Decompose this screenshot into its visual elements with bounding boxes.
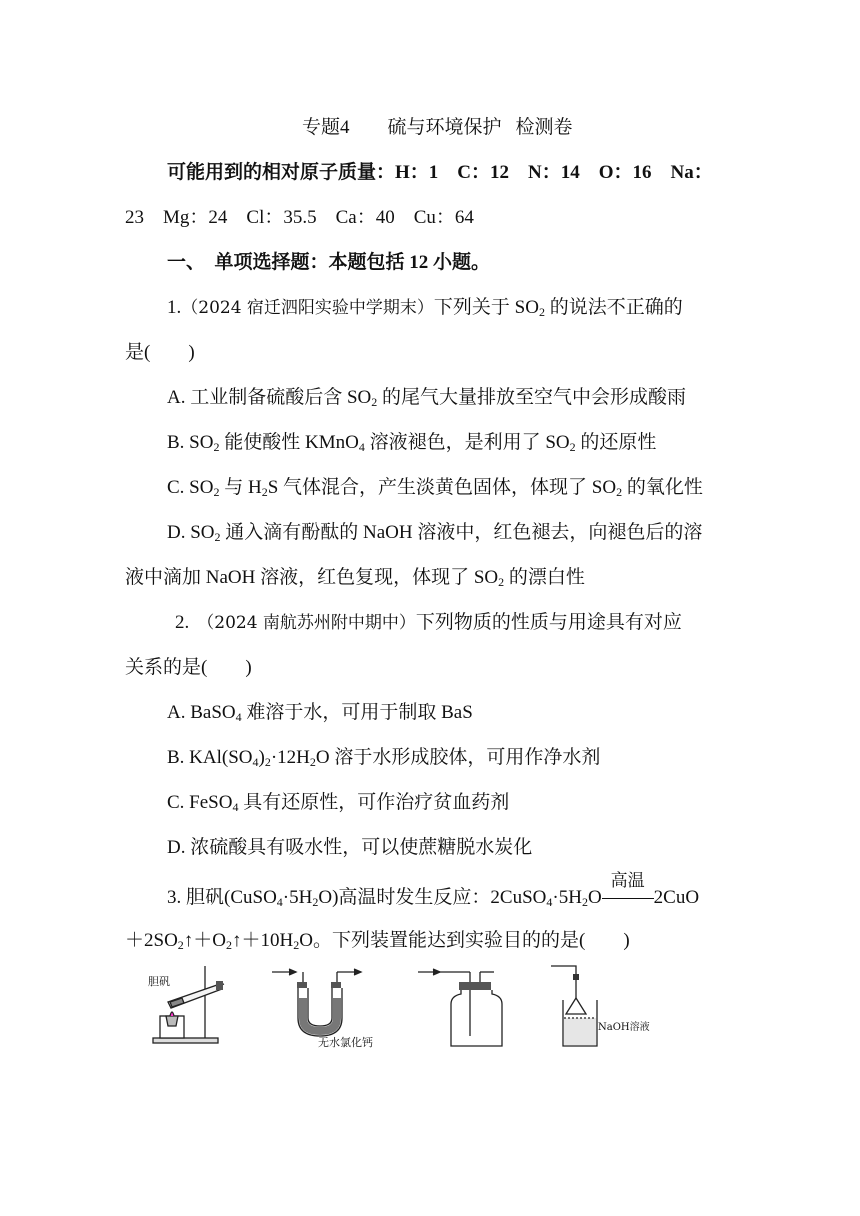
option-text: A. BaSO (167, 702, 236, 723)
section-heading: 一、 单项选择题：本题包括 12 小题。 (167, 252, 491, 273)
stem-text: 2CuO (653, 887, 700, 908)
stem-text: ·5H (552, 887, 582, 908)
question-1-option-c[interactable] (167, 476, 703, 500)
subscript: 2 (214, 530, 221, 544)
option-text: D. SO (167, 522, 215, 543)
question-2-option-a[interactable] (167, 701, 473, 725)
subscript: 4 (358, 440, 365, 454)
option-text: 的氧化性 (622, 477, 703, 498)
option-text: ·12H (270, 747, 310, 768)
stem-text: 下列物质的性质与用途具有对应 (415, 612, 682, 633)
option-text: C. FeSO (167, 792, 233, 813)
subscript: 4 (252, 755, 259, 769)
stem-text: ↑＋10H (232, 930, 294, 951)
subscript: 2 (569, 440, 576, 454)
atomic-mass-line-1: 可能用到的相对原子质量：H：1 C：12 N：14 O：16 Na： (167, 162, 713, 183)
stem-text: O。下列装置能达到实验目的的是( ) (299, 930, 630, 951)
reaction-condition (602, 871, 654, 910)
option-text: 难溶于水，可用于制取 BaS (241, 702, 473, 723)
apparatus-figure (0, 958, 860, 1058)
stem-text: 下列关于 SO (433, 297, 539, 318)
question-1-stem-cont: 是( ) (125, 342, 195, 363)
stem-text: 3. 胆矾(CuSO (167, 887, 277, 908)
option-text: C. SO (167, 477, 214, 498)
question-number: 1. (167, 297, 182, 318)
subscript: 2 (213, 440, 220, 454)
question-1-stem (167, 296, 683, 320)
stem-text: O (587, 887, 602, 908)
question-source: （2024 南航苏州附中期中） (197, 613, 416, 633)
subscript: 2 (293, 938, 300, 952)
subscript: 2 (312, 895, 319, 909)
question-1-option-b[interactable] (167, 431, 656, 455)
fig-label-2: 无水氯化钙 (318, 1036, 373, 1049)
option-text: 具有还原性，可作治疗贫血药剂 (238, 792, 510, 813)
question-3-stem-cont (125, 929, 630, 953)
option-text: 的尾气大量排放至空气中会形成酸雨 (377, 387, 687, 408)
option-text: ) (258, 747, 265, 768)
option-text: O 溶于水形成胶体，可用作净水剂 (315, 747, 601, 768)
title-part-1: 专题4 (302, 117, 350, 138)
subscript: 2 (498, 575, 505, 589)
subscript: 2 (261, 485, 268, 499)
u-tube-apparatus (272, 969, 361, 1036)
question-2-option-d[interactable]: D. 浓硫酸具有吸水性，可以使蔗糖脱水炭化 (167, 837, 533, 858)
stem-text: ·5H (282, 887, 313, 908)
beaker-apparatus (551, 966, 597, 1046)
question-2-stem (175, 611, 682, 635)
subscript: 4 (546, 895, 553, 909)
option-text: B. SO (167, 432, 214, 453)
title-part-2: 硫与环境保护 (387, 117, 502, 138)
option-text: 能使酸性 KMnO (219, 432, 359, 453)
fig-label-1: 胆矾 (148, 975, 170, 988)
option-text: 的漂白性 (504, 567, 585, 588)
question-1-option-d-cont (125, 566, 585, 590)
subscript: 2 (309, 755, 316, 769)
fig-label-3: NaOH溶液 (598, 1022, 650, 1033)
subscript: 2 (226, 938, 233, 952)
question-source: （2024 宿迁泗阳实验中学期末） (181, 298, 434, 318)
option-text: A. 工业制备硫酸后含 SO (167, 387, 372, 408)
subscript: 2 (616, 485, 623, 499)
option-text: 的还原性 (575, 432, 657, 453)
subscript: 4 (232, 800, 239, 814)
subscript: 4 (276, 895, 283, 909)
subscript: 2 (264, 755, 271, 769)
subscript: 2 (581, 895, 588, 909)
option-text: 溶液褪色，是利用了 SO (364, 432, 570, 453)
page-title (302, 116, 573, 140)
reaction-bar (602, 898, 654, 899)
question-2-stem-cont: 关系的是( ) (125, 657, 252, 678)
stem-text: O)高温时发生反应：2CuSO (318, 887, 547, 908)
stem-text: ＋2SO (125, 930, 178, 951)
option-text: S 气体混合，产生淡黄色固体，体现了 SO (267, 477, 617, 498)
question-2-option-b[interactable] (167, 746, 600, 770)
subscript: 2 (538, 305, 545, 319)
atomic-mass-line-2: 23 Mg：24 Cl：35.5 Ca：40 Cu：64 (125, 207, 474, 228)
question-1-option-a[interactable] (167, 386, 686, 410)
subscript: 4 (235, 710, 242, 724)
stem-text: 的说法不正确的 (544, 297, 683, 318)
subscript: 2 (213, 485, 220, 499)
title-part-3: 检测卷 (515, 117, 573, 138)
subscript: 2 (177, 938, 184, 952)
option-text: B. KAl(SO (167, 747, 253, 768)
question-number: 2. (175, 612, 190, 633)
subscript: 2 (371, 395, 378, 409)
question-1-option-d[interactable] (167, 521, 702, 545)
stem-text: ↑＋O (183, 930, 227, 951)
option-text: 与 H (219, 477, 262, 498)
gas-bottle-apparatus (418, 969, 502, 1046)
question-3-stem (167, 871, 700, 910)
condition-label: 高温 (610, 871, 645, 890)
option-text: 通入滴有酚酞的 NaOH 溶液中，红色褪去，向褪色后的溶 (220, 522, 703, 543)
option-text: 液中滴加 NaOH 溶液，红色复现，体现了 SO (125, 567, 499, 588)
question-2-option-c[interactable] (167, 791, 509, 815)
